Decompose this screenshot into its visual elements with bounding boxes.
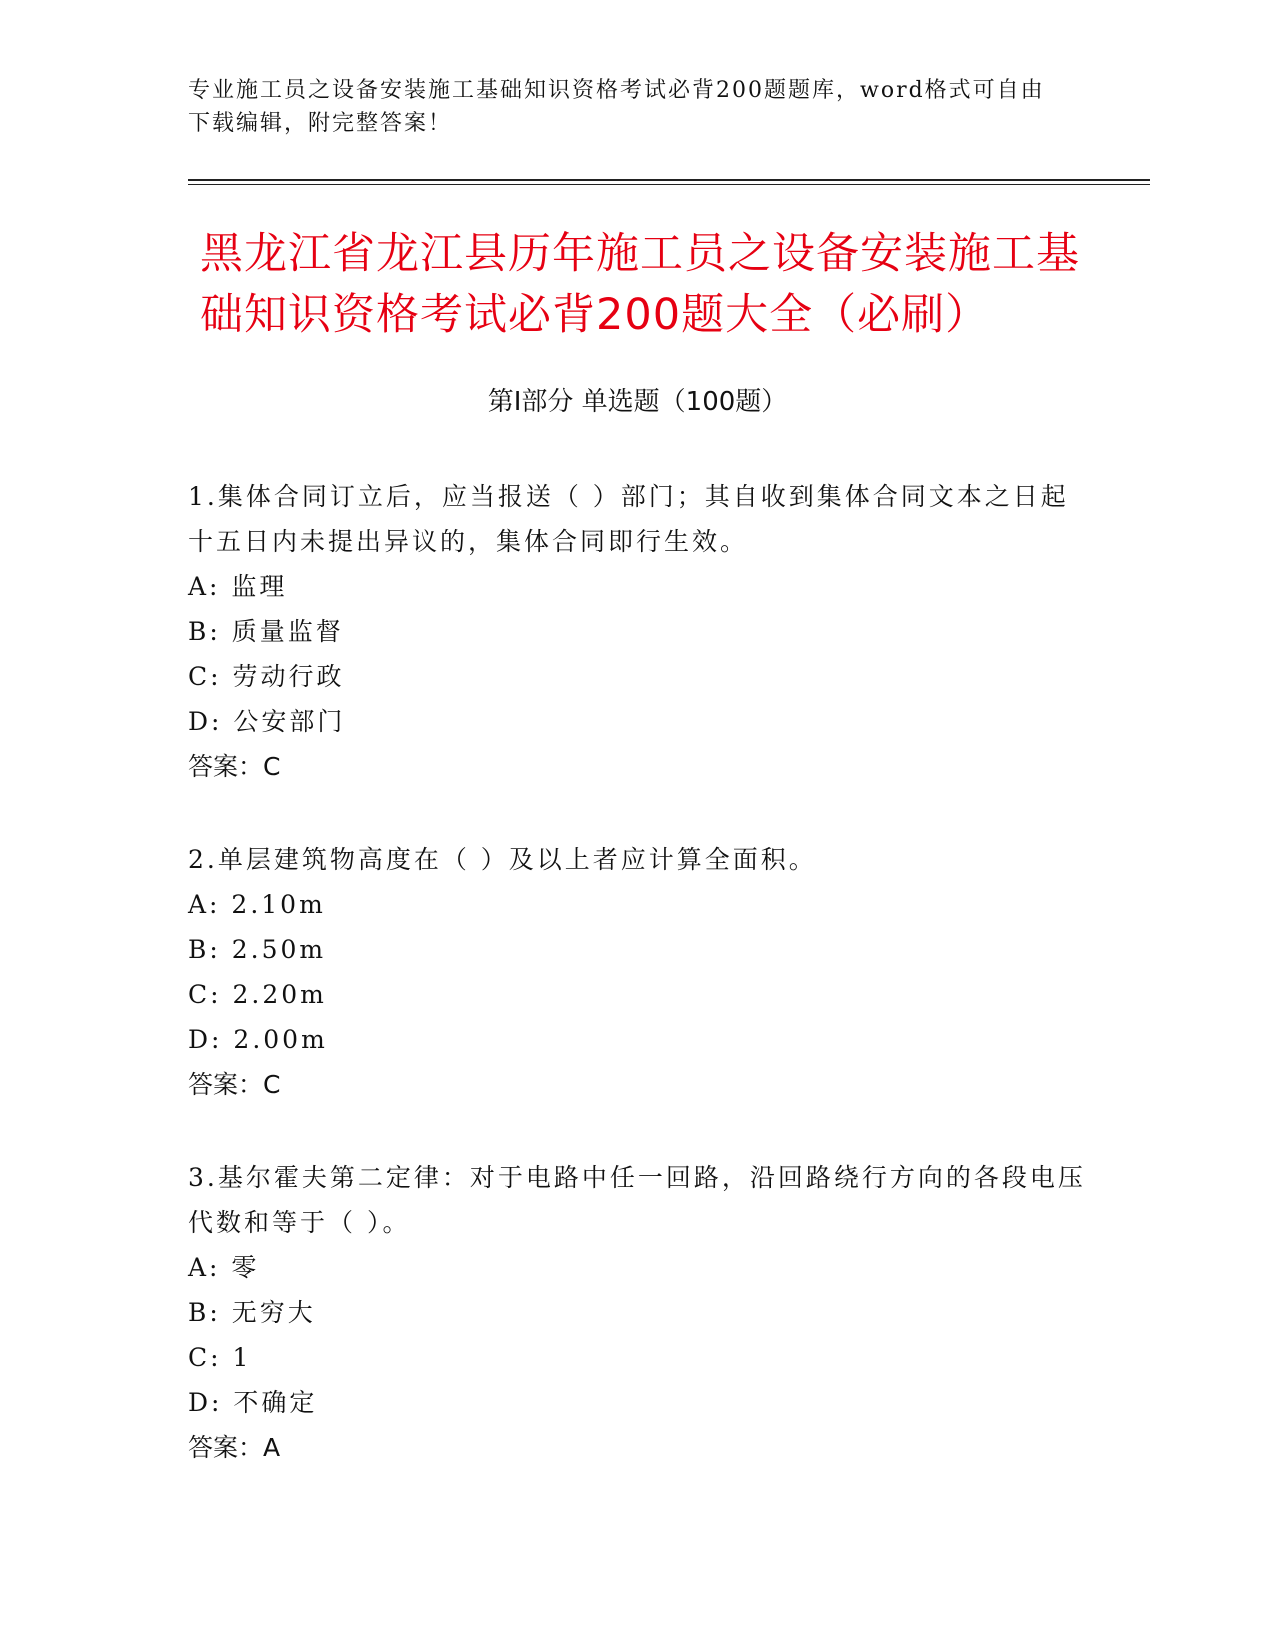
- answer: 答案：C: [188, 752, 281, 781]
- option-a: A: 2.10m: [188, 890, 326, 919]
- question-2: [188, 837, 1088, 1107]
- option-a: A: 零: [188, 1253, 260, 1282]
- option-c: C: 1: [188, 1343, 252, 1372]
- document-title: 黑龙江省龙江县历年施工员之设备安装施工基础知识资格考试必背200题大全（必刷）: [200, 229, 1080, 340]
- option-d: D: 公安部门: [188, 707, 346, 736]
- question-stem: 2.单层建筑物高度在（ ）及以上者应计算全面积。: [188, 845, 817, 874]
- option-b: B: 无穷大: [188, 1298, 316, 1327]
- option-b: B: 质量监督: [188, 617, 344, 646]
- question-list: [188, 474, 1088, 1518]
- header-rule-thick: [188, 179, 1150, 181]
- question-stem: 1.集体合同订立后，应当报送（ ）部门；其自收到集体合同文本之日起十五日内未提出异议的，集体合同即行生效。: [188, 482, 1069, 556]
- question-1: [188, 474, 1088, 789]
- option-c: C: 2.20m: [188, 980, 327, 1009]
- section-title: 第Ⅰ部分 单选题（100题）: [487, 387, 788, 417]
- option-c: C: 劳动行政: [188, 662, 345, 691]
- question-stem: 3.基尔霍夫第二定律：对于电路中任一回路，沿回路绕行方向的各段电压代数和等于（ ）。: [188, 1163, 1086, 1237]
- header-note: 专业施工员之设备安装施工基础知识资格考试必背200题题库，word格式可自由下载编辑，附完整答案！: [188, 78, 1045, 136]
- answer: 答案：A: [188, 1433, 281, 1462]
- option-d: D: 不确定: [188, 1388, 318, 1417]
- option-a: A: 监理: [188, 572, 288, 601]
- option-b: B: 2.50m: [188, 935, 327, 964]
- answer: 答案：C: [188, 1070, 281, 1099]
- option-d: D: 2.00m: [188, 1025, 328, 1054]
- question-3: [188, 1155, 1088, 1470]
- header-rule-thin: [188, 184, 1150, 185]
